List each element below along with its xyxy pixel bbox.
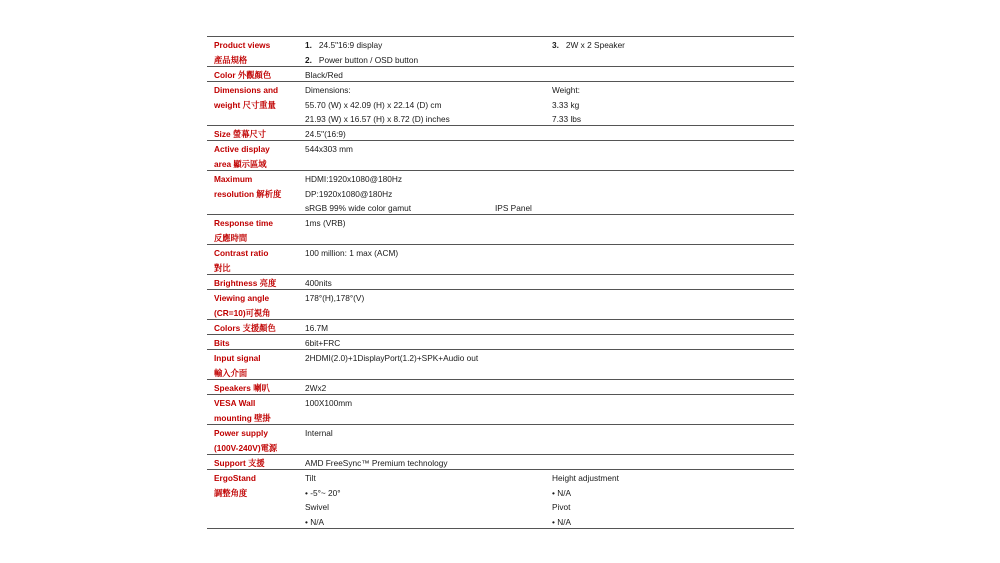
spec-row-response-time [207,214,794,244]
spec-row-contrast [207,244,794,274]
pivot-title: Pivot [552,502,571,512]
row-label: Support 支援 [214,458,265,468]
row-label: Contrast ratio [214,248,269,258]
row-label: Colors 支援顏色 [214,323,276,333]
tilt-title: Tilt [305,473,316,483]
row-value: Black/Red [305,70,343,80]
row-value: 544x303 mm [305,144,353,154]
row-label: Brightness 亮度 [214,278,277,288]
row-value: 100X100mm [305,398,353,408]
row-label: Maximum [214,174,253,184]
row-label: VESA Wall [214,398,256,408]
row-value: 2Wx2 [305,383,327,393]
spec-row-support [207,454,794,469]
row-label: Product views [214,40,271,50]
row-label: Input signal [214,353,261,363]
row-label-cn: 調整角度 [214,488,248,498]
view-item-3: 3. 2W x 2 Speaker [552,40,625,50]
row-label-cn: (100V-240V)電源 [214,443,278,453]
row-label-cn: weight 尺寸重量 [214,100,276,110]
spec-row-resolution [207,170,794,214]
row-label: Dimensions and [214,85,279,95]
spec-row-input-signal [207,349,794,379]
row-label-cn: area 顯示區域 [214,159,267,169]
spec-row-power-supply [207,424,794,454]
spec-row-ergostand [207,469,794,529]
row-label: Speakers 喇叭 [214,383,270,393]
row-value: 1ms (VRB) [305,218,346,228]
row-value: 16.7M [305,323,329,333]
spec-row-viewing-angle [207,289,794,319]
spec-row-active-area [207,140,794,170]
spec-table [207,36,794,529]
row-label-cn: 產品規格 [214,55,248,65]
row-label: Active display [214,144,270,154]
spec-row-dimensions [207,81,794,125]
height-adjustment-value: • N/A [552,488,572,498]
row-label-cn: resolution 解析度 [214,189,282,199]
spec-row-color [207,66,794,81]
dimensions-imperial: 21.93 (W) x 16.57 (H) x 8.72 (D) inches [305,114,450,124]
row-value: 178°(H),178°(V) [305,293,365,303]
spec-row-product-views [207,36,794,66]
weight-kg: 3.33 kg [552,100,580,110]
row-label: Color 外觀顏色 [214,70,272,80]
spec-row-bits [207,334,794,349]
view-item-2: 2. Power button / OSD button [305,55,419,65]
color-gamut: sRGB 99% wide color gamut [305,203,412,213]
row-label: Power supply [214,428,268,438]
row-label: Response time [214,218,274,228]
row-label: ErgoStand [214,473,256,483]
row-value: 2HDMI(2.0)+1DisplayPort(1.2)+SPK+Audio out [305,353,479,363]
resolution-dp: DP:1920x1080@180Hz [305,189,393,199]
swivel-title: Swivel [305,502,329,512]
row-value: 24.5"(16:9) [305,129,346,139]
spec-row-colors [207,319,794,334]
row-value: 400nits [305,278,332,288]
row-label-cn: (CR=10)可視角 [214,308,271,318]
spec-row-vesa [207,394,794,424]
height-adjustment-title: Height adjustment [552,473,619,483]
row-label-cn: 反應時間 [214,233,248,243]
weight-lbs: 7.33 lbs [552,114,582,124]
row-label-cn: mounting 壁掛 [214,413,271,423]
row-label-cn: 對比 [214,263,231,273]
row-value: Internal [305,428,333,438]
weight-title: Weight: [552,85,580,95]
pivot-value: • N/A [552,517,572,527]
row-value: AMD FreeSync™ Premium technology [305,458,448,468]
spec-row-speakers [207,379,794,394]
row-value: 100 million: 1 max (ACM) [305,248,399,258]
row-label-cn: 輸入介面 [214,368,248,378]
tilt-value: • -5°~ 20° [305,488,341,498]
spec-row-size [207,125,794,140]
dimensions-title: Dimensions: [305,85,351,95]
spec-row-brightness [207,274,794,289]
swivel-value: • N/A [305,517,325,527]
row-label: Size 螢幕尺寸 [214,129,267,139]
view-item-1: 1. 24.5"16:9 display [305,40,383,50]
row-value: 6bit+FRC [305,338,341,348]
dimensions-metric: 55.70 (W) x 42.09 (H) x 22.14 (D) cm [305,100,442,110]
resolution-hdmi: HDMI:1920x1080@180Hz [305,174,402,184]
row-label: Bits [214,338,230,348]
panel-type: IPS Panel [495,203,532,213]
row-label: Viewing angle [214,293,270,303]
